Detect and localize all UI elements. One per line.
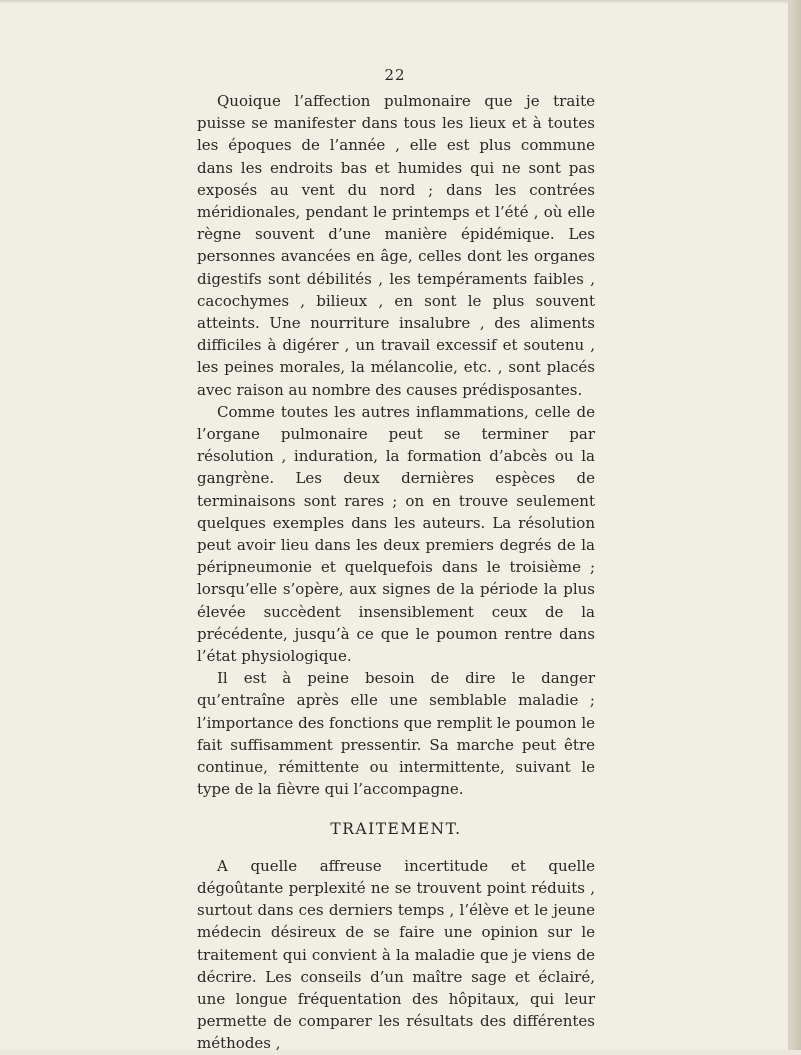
section-heading: TRAITEMENT.	[330, 819, 462, 838]
page-top-shadow	[0, 0, 801, 4]
page-edge	[790, 0, 801, 1050]
page-body	[197, 90, 595, 1055]
page-number: 22	[384, 66, 406, 84]
paragraph-terminaisons: Comme toutes les autres inflammations, celle de l’organe pulmonaire peut se terminer par résolution , induration, la formation d’abcès ou la gangrène. Les deux dernières espèces de terminaisons sont rares ; on en trouve seulement quelques exemples dans les auteurs. La résolution peut avoir lieu dans les deux premiers degrés de la péripneumonie et quelquefois dans le troisième ; lorsqu’elle s’opère, aux signes de la période la plus élevée succèdent insensiblement ceux de la précédente, jusqu’à ce que le poumon rentre dans l’état physiologique.	[197, 402, 595, 666]
paragraph-traitement: A quelle affreuse incertitude et quelle dégoûtante perplexité ne se trouvent point réduits , surtout dans ces derniers temps , l’élève et le jeune médecin désireux de se faire une opinion sur le traitement qui convient à la maladie que je viens de décrire. Les conseils d’un maître sage et éclairé, une longue fréquentation des hôpitaux, qui leur permette de comparer les résultats des différentes méthodes ,	[197, 856, 595, 1053]
paragraph-causes: Quoique l’affection pulmonaire que je traite puisse se manifester dans tous les lieux et à toutes les époques de l’année , elle est plus commune dans les endroits bas et humides qui ne sont pas exposés au vent du nord ; dans les contrées méridionales, pendant le printemps et l’été , où elle règne souvent d’une manière épidémique. Les personnes avancées en âge, celles dont les organes digestifs sont débilités , les tempéraments faibles , cacochymes , bilieux , en sont le plus souvent atteints. Une nourriture insalubre , des aliments difficiles à digérer , un travail excessif et soutenu , les peines morales, la mélancolie, etc. , sont placés avec raison au nombre des causes prédisposantes.	[197, 92, 595, 399]
paragraph-danger: Il est à peine besoin de dire le danger qu’entraîne après elle une semblable maladie ; l’importance des fonctions que remplit le poumon le fait suffisamment pressentir. Sa marche peut être continue, rémittente ou intermittente, suivant le type de la fièvre qui l’accompagne.	[197, 669, 595, 799]
